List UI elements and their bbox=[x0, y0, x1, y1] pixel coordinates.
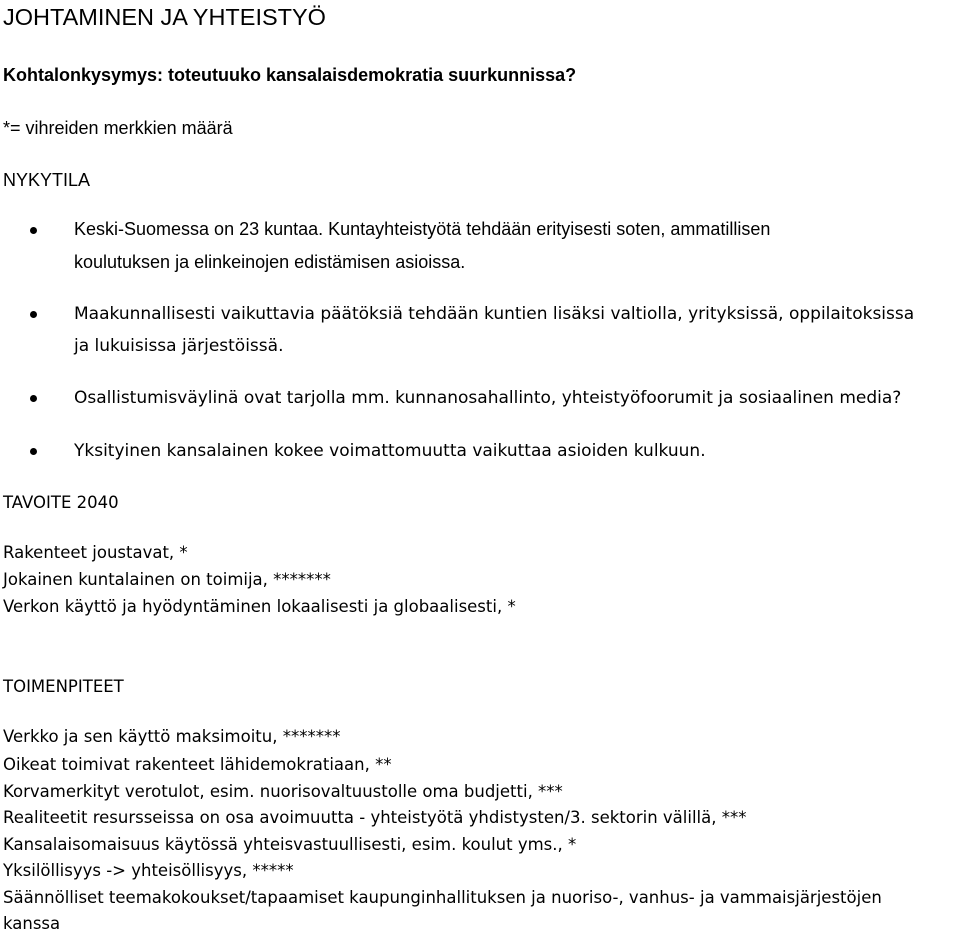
action-line: Realiteetit resursseissa on osa avoimuutta - yhteistyötä yhdistysten/3. sektorin välillä, *** bbox=[3, 808, 747, 827]
action-line: Yksilöllisyys -> yhteisöllisyys, ***** bbox=[3, 861, 294, 880]
legend-note: *= vihreiden merkkien määrä bbox=[3, 118, 233, 138]
action-line: Korvamerkityt verotulot, esim. nuorisovaltuustolle oma budjetti, *** bbox=[3, 782, 563, 801]
document-title: JOHTAMINEN JA YHTEISTYÖ bbox=[3, 4, 326, 30]
section-heading-actions: TOIMENPITEET bbox=[3, 677, 124, 696]
goal-line: Rakenteet joustavat, * bbox=[3, 543, 188, 562]
section-heading-goal: TAVOITE 2040 bbox=[3, 493, 119, 512]
section-heading-current-state: NYKYTILA bbox=[3, 170, 91, 190]
bullet-text-line: koulutuksen ja elinkeinojen edistämisen asioissa. bbox=[74, 252, 466, 272]
bullet-marker-icon bbox=[30, 311, 37, 318]
goal-line: Jokainen kuntalainen on toimija, ******* bbox=[3, 570, 331, 589]
bullet-text-line: Osallistumisväylinä ovat tarjolla mm. kunnanosahallinto, yhteistyöfoorumit ja sosiaalinen media? bbox=[74, 388, 902, 408]
action-line: Verkko ja sen käyttö maksimoitu, ******* bbox=[3, 727, 341, 746]
action-line: Oikeat toimivat rakenteet lähidemokratiaan, ** bbox=[3, 755, 392, 774]
document-subtitle: Kohtalonkysymys: toteutuuko kansalaisdemokratia suurkunnissa? bbox=[3, 65, 577, 85]
bullet-text-line: Keski-Suomessa on 23 kuntaa. Kuntayhteistyötä tehdään erityisesti soten, ammatillisen bbox=[74, 219, 771, 239]
bullet-text-line: Maakunnallisesti vaikuttavia päätöksiä tehdään kuntien lisäksi valtiolla, yrityksissä, oppilaitoksissa bbox=[74, 304, 915, 324]
action-line: Kansalaisomaisuus käytössä yhteisvastuullisesti, esim. koulut yms., * bbox=[3, 835, 577, 854]
bullet-marker-icon bbox=[30, 448, 37, 455]
bullet-text-line: Yksityinen kansalainen kokee voimattomuutta vaikuttaa asioiden kulkuun. bbox=[74, 441, 706, 461]
bullet-text-line: ja lukuisissa järjestöissä. bbox=[74, 336, 284, 356]
bullet-marker-icon bbox=[30, 227, 37, 234]
action-line: Säännölliset teemakokoukset/tapaamiset kaupunginhallituksen ja nuoriso-, vanhus- ja vammaisjärjestöjen bbox=[3, 888, 882, 907]
bullet-marker-icon bbox=[30, 395, 37, 402]
action-line: kanssa bbox=[3, 914, 61, 933]
goal-line: Verkon käyttö ja hyödyntäminen lokaalisesti ja globaalisesti, * bbox=[3, 597, 516, 616]
